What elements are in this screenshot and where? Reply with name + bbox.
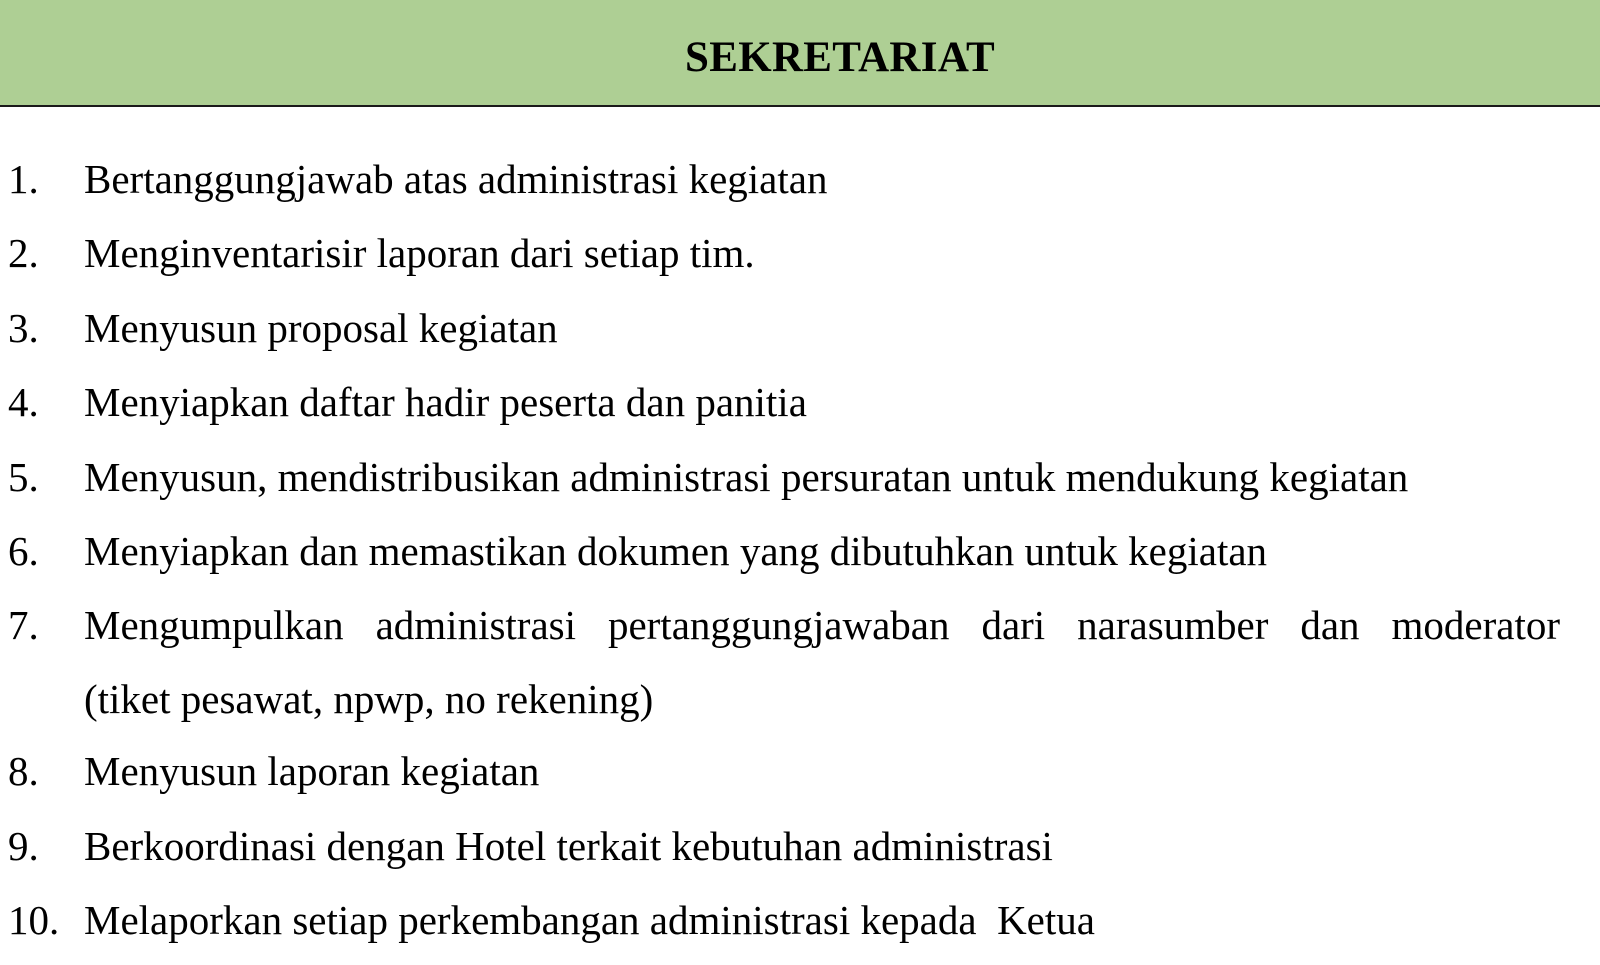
list-item-text-line-1: Mengumpulkan administrasi pertanggungjawaban dari narasumber dan moderator — [84, 602, 1560, 649]
list-item — [0, 514, 1600, 588]
list-item — [0, 734, 1600, 808]
list-item-text: Menyiapkan dan memastikan dokumen yang dibutuhkan untuk kegiatan — [84, 527, 1268, 574]
list-item-text-line-2: (tiket pesawat, npwp, no rekening) — [84, 676, 654, 723]
list-item — [0, 588, 1600, 734]
list-item — [0, 809, 1600, 883]
list-item-text: Bertanggungjawab atas administrasi kegiatan — [84, 156, 828, 202]
section-header — [0, 0, 1600, 107]
list-item-text: Melaporkan setiap perkembangan administrasi kepada Ketua — [84, 897, 1095, 944]
list-item-number: 7. — [8, 602, 39, 649]
list-item — [0, 883, 1600, 957]
list-item-number: 8. — [8, 748, 39, 795]
list-item-number: 2. — [8, 230, 39, 277]
list-item — [0, 440, 1600, 514]
list-item-text: Berkoordinasi dengan Hotel terkait kebutuhan administrasi — [84, 822, 1053, 869]
list-item-number: 1. — [8, 156, 39, 202]
list-item-text: Menyusun laporan kegiatan — [84, 748, 540, 795]
list-item — [0, 216, 1600, 290]
list-item-text — [84, 588, 1560, 736]
list-item — [0, 365, 1600, 439]
list-item-number: 5. — [8, 453, 39, 500]
list-item-number: 6. — [8, 527, 39, 574]
list-item-number: 9. — [8, 822, 39, 869]
list-item-text: Menyusun proposal kegiatan — [84, 304, 558, 351]
page-title: SEKRETARIAT — [685, 34, 995, 81]
task-list — [0, 142, 1600, 958]
list-item-text: Menyusun, mendistribusikan administrasi persuratan untuk mendukung kegiatan — [84, 453, 1409, 500]
list-item-number: 3. — [8, 304, 39, 351]
list-item-text: Menginventarisir laporan dari setiap tim. — [84, 230, 755, 277]
list-item — [0, 142, 1600, 216]
list-item-number: 10. — [8, 897, 60, 944]
list-item — [0, 291, 1600, 365]
list-item-text: Menyiapkan daftar hadir peserta dan panitia — [84, 379, 807, 426]
list-item-number: 4. — [8, 379, 39, 426]
